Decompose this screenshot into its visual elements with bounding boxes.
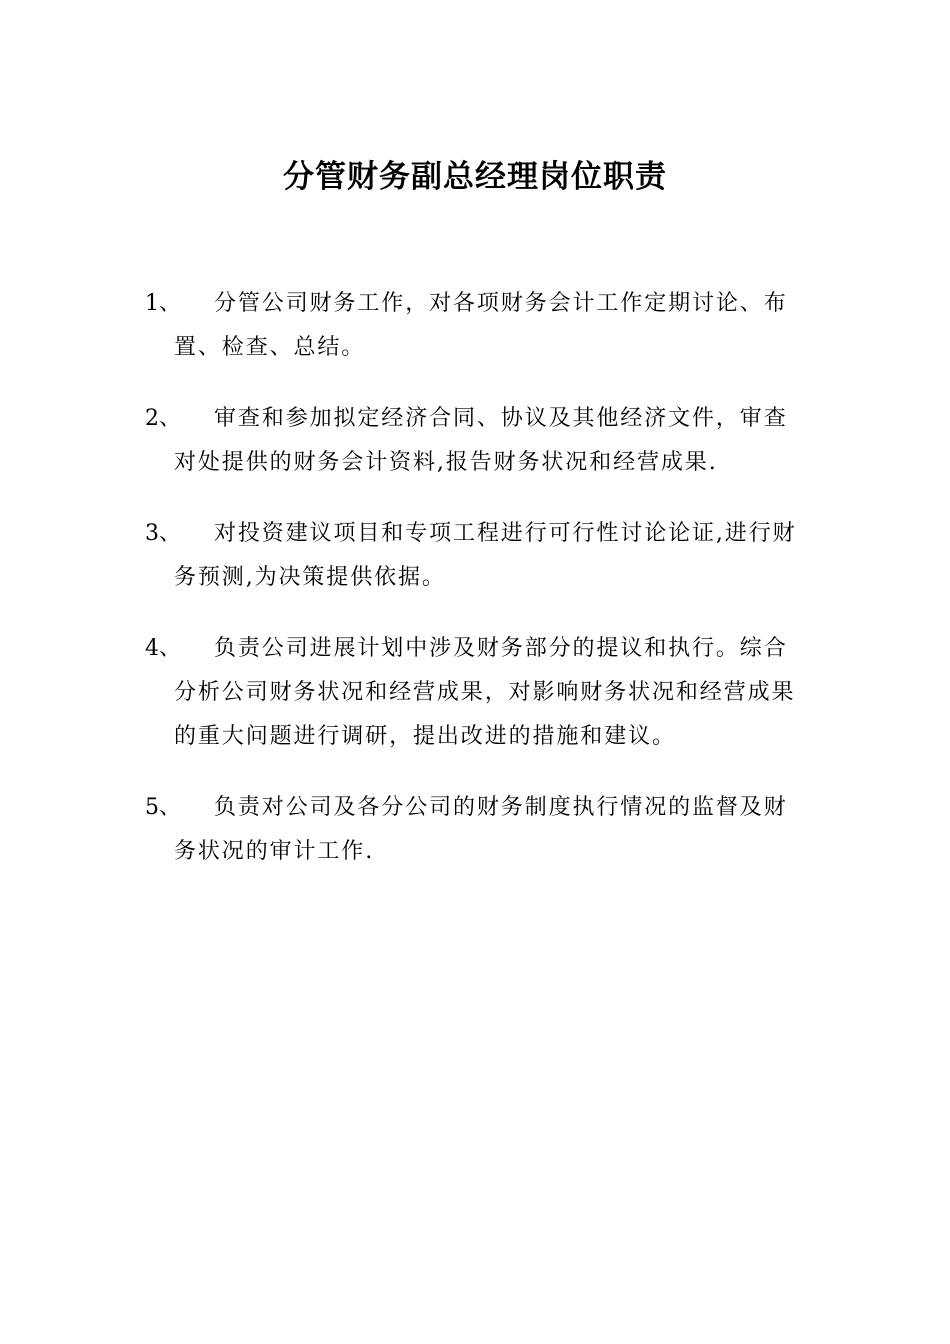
list-item	[0, 512, 950, 600]
list-item	[0, 282, 950, 370]
item-number: 4、	[145, 636, 181, 661]
item-text: 审查和参加拟定经济合同、协议及其他经济文件，审查对处提供的财务会计资料,报告财务状况和经营成果.	[174, 406, 788, 475]
item-text: 对投资建议项目和专项工程进行可行性讨论论证,进行财务预测,为决策提供依据。	[174, 521, 797, 590]
list-item	[0, 397, 950, 485]
item-text: 分管公司财务工作，对各项财务会计工作定期讨论、布置、检查、总结。	[174, 291, 788, 360]
list-item	[0, 786, 950, 874]
page-title: 分管财务副总经理岗位职责	[283, 159, 667, 195]
item-text: 负责对公司及各分公司的财务制度执行情况的监督及财务状况的审计工作.	[174, 795, 788, 864]
item-number: 5、	[145, 795, 181, 820]
list-item	[0, 627, 950, 759]
duty-list	[0, 282, 950, 874]
item-text: 负责公司进展计划中涉及财务部分的提议和执行。综合分析公司财务状况和经营成果，对影响财务状况和经营成果的重大问题进行调研，提出改进的措施和建议。	[174, 636, 796, 749]
item-number: 1、	[145, 291, 181, 316]
item-number: 2、	[145, 406, 181, 431]
item-number: 3、	[145, 521, 181, 546]
